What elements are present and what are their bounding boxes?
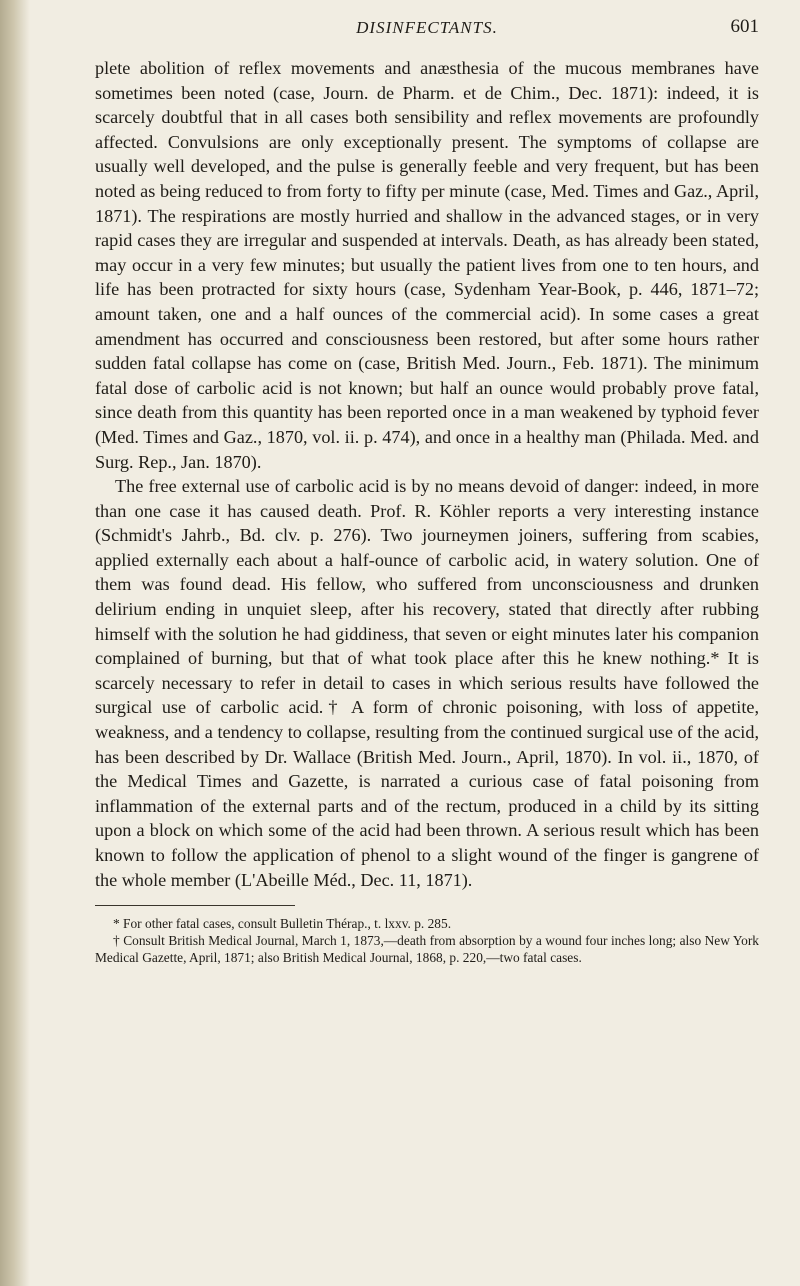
page-number: 601 — [730, 16, 759, 37]
footnote: * For other fatal cases, consult Bulletin Thérap., t. lxxv. p. 285. — [113, 916, 452, 932]
paragraph: plete abolition of reflex movements and anæsthesia of the mucous membranes have sometimes been noted (case, Journ. de Pharm. et de Chim., Dec. 1871): indeed, it is scarcely doubtful that in all cases both sensibility and reflex movements are profoundly affected. Convulsions are only exceptionally present. The symptoms of collapse are usually well developed, and the pulse is generally feeble and very frequent, but has been noted as being reduced to from forty to fifty per minute (case, Med. Times and Gaz., April, 1871). The respirations are mostly hurried and shallow in the advanced stages, or in very rapid cases they are irregular and suspended at intervals. Death, as has already been stated, may occur in a very few minutes; but usually the patient lives from one to ten hours, and life has been protracted for sixty hours (case, Sydenham Year-Book, p. 446, 1871–72; amount taken, one and a half ounces of the commercial acid). In some cases a great amendment has occurred and consciousness been restored, but after some hours rather sudden fatal collapse has come on (case, British Med. Journ., Feb. 1871). The minimum fatal dose of carbolic acid is not known; but half an ounce would probably prove fatal, since death from this quantity has been reported once in a man weakened by typhoid fever (Med. Times and Gaz., 1870, vol. ii. p. 474), and once in a healthy man (Philada. Med. and Surg. Rep., Jan. 1870). — [95, 58, 759, 472]
page-header — [95, 0, 759, 56]
footnote-divider — [95, 905, 295, 906]
running-title: DISINFECTANTS. — [356, 18, 498, 37]
book-page — [95, 0, 759, 967]
paragraph: The free external use of carbolic acid is by no means devoid of danger: indeed, in more than one case it has caused death. Prof. R. Köhler reports a very interesting instance (Schmidt's Jahrb., Bd. clv. p. 276). Two journeymen joiners, suffering from scabies, applied externally each about a half-ounce of carbolic acid, in watery solution. One of them was found dead. His fellow, who suffered from unconsciousness and drunken delirium ending in unquiet sleep, after his recovery, stated that directly after rubbing himself with the solution he had giddiness, that seven or eight minutes later his companion complained of burning, but that of what took place after this he knew nothing.* It is scarcely necessary to refer in detail to cases in which serious results have followed the surgical use of carbolic acid.† A form of chronic poisoning, with loss of appetite, weakness, and a tendency to collapse, resulting from the continued surgical use of the acid, has been described by Dr. Wallace (British Med. Journ., April, 1870). In vol. ii., 1870, of the Medical Times and Gazette, is narrated a curious case of fatal poisoning from inflammation of the external parts and of the rectum, produced in a child by its sitting upon a block on which some of the acid had been thrown. A serious result which has been known to follow the application of phenol to a slight wound of the finger is gangrene of the whole member (L'Abeille Méd., Dec. 11, 1871). — [95, 476, 759, 890]
body-text — [95, 56, 759, 892]
footnotes — [95, 916, 759, 966]
book-spine-shadow — [0, 0, 30, 1286]
footnote: † Consult British Medical Journal, March 1, 1873,—death from absorption by a wound four inches long; also New York Medical Gazette, April, 1871; also British Medical Journal, 1868, p. 220,—two fatal cases. — [95, 932, 759, 965]
